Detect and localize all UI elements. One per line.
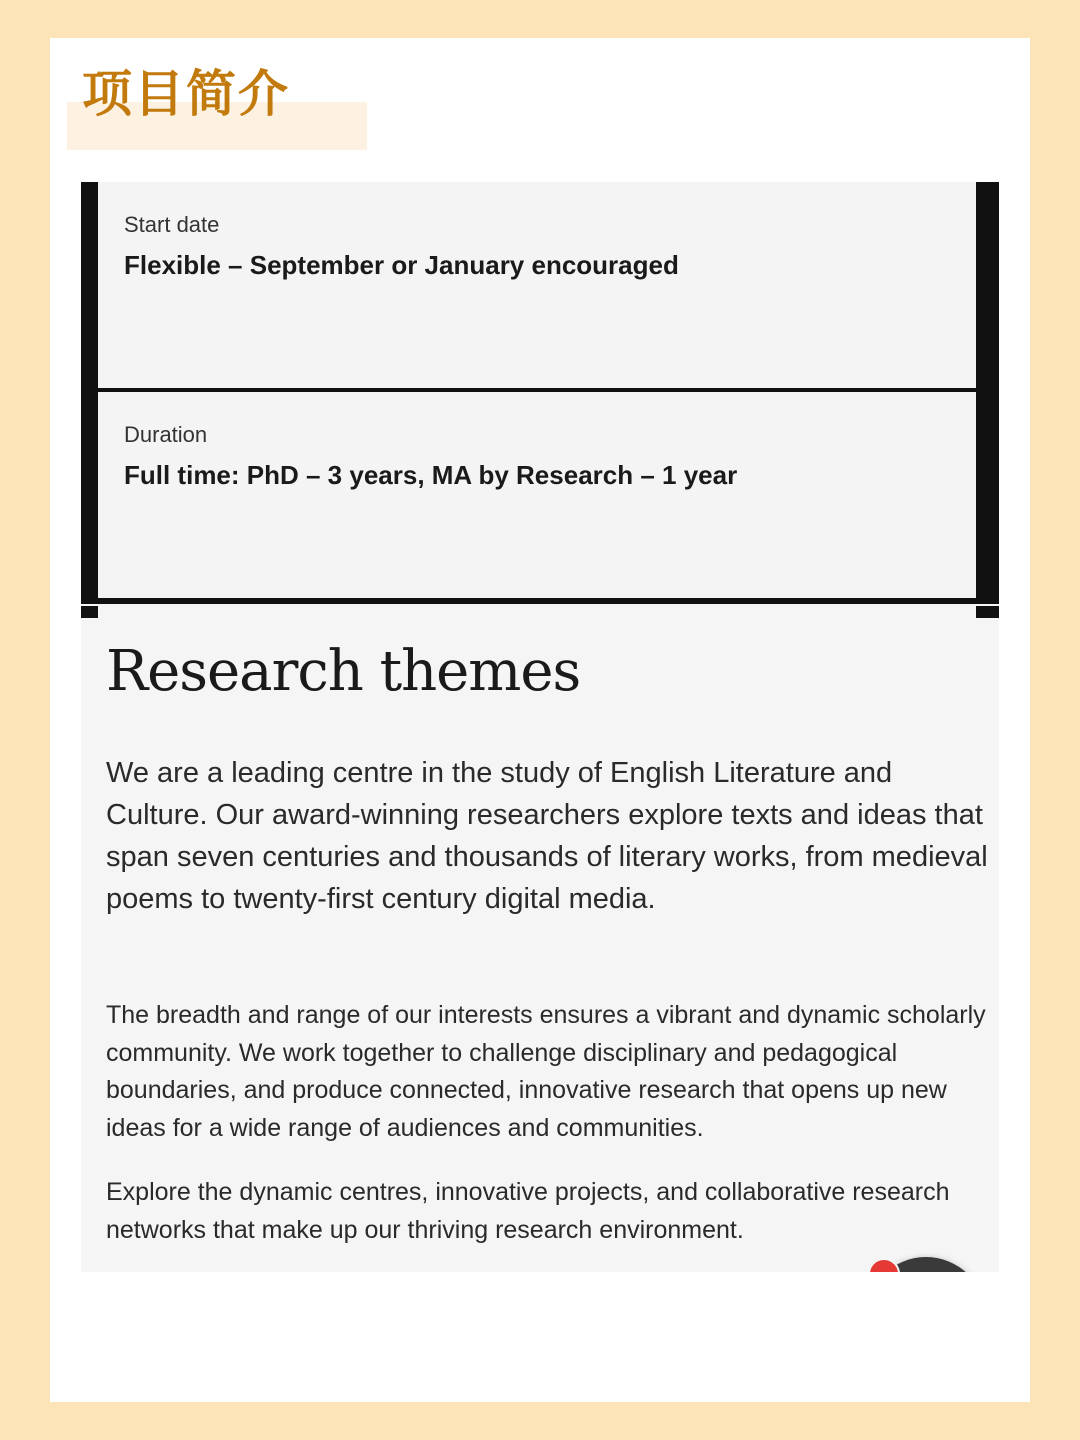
research-breadth-paragraph: The breadth and range of our interests ensures a vibrant and dynamic scholarly community. We work together to challenge disciplinary and pedagogical boundaries, and produce connected, innovative research that opens up new ideas for a wide range of audiences and communities.	[106, 1001, 986, 1142]
box-border-tail-right	[976, 606, 999, 618]
content-card	[50, 38, 1030, 1402]
box-border-tail-left	[81, 606, 98, 618]
page-title: 项目简介	[82, 65, 290, 123]
start-date-label: Start date	[124, 212, 220, 237]
research-intro-paragraph: We are a leading centre in the study of English Literature and Culture. Our award-winning researchers explore texts and ideas that span seven centuries and thousands of literary works, from medieval poems to twenty-first century digital media.	[106, 757, 988, 915]
start-date-box	[81, 182, 999, 394]
duration-label: Duration	[124, 422, 208, 447]
duration-box	[81, 392, 999, 604]
research-explore-paragraph: Explore the dynamic centres, innovative projects, and collaborative research networks that make up our thriving research environment.	[106, 1178, 950, 1244]
duration-value: Full time: PhD – 3 years, MA by Research – 1 year	[124, 460, 738, 490]
start-date-value: Flexible – September or January encouraged	[124, 250, 679, 280]
research-themes-heading: Research themes	[106, 639, 581, 704]
notification-dot-icon	[868, 1258, 900, 1272]
webpage-screenshot	[81, 182, 999, 1272]
